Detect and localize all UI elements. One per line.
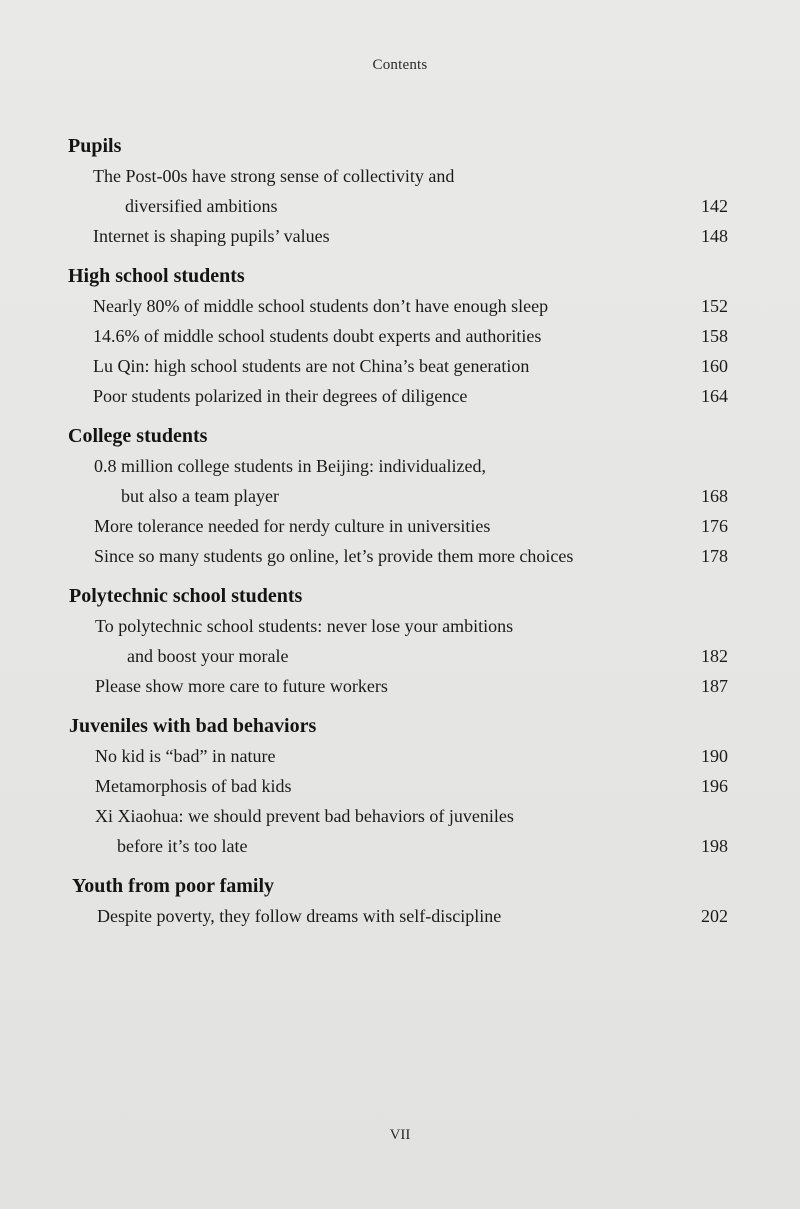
- table-of-contents: [0, 131, 800, 941]
- section-title: High school students: [68, 265, 245, 287]
- entry-page-number: 142: [701, 196, 728, 216]
- entry-page-number: 160: [701, 356, 728, 376]
- entry-page-number: 190: [701, 746, 728, 766]
- entry-page-number: 168: [701, 486, 728, 506]
- toc-entry[interactable]: [0, 511, 800, 541]
- toc-entry[interactable]: [0, 221, 800, 251]
- toc-entry[interactable]: [0, 161, 800, 221]
- entry-title-continued: and boost your morale: [127, 646, 289, 666]
- entry-page-number: 158: [701, 326, 728, 346]
- entry-title-continued: diversified ambitions: [125, 196, 278, 216]
- entry-title: No kid is “bad” in nature: [95, 746, 276, 766]
- toc-entry[interactable]: [0, 741, 800, 771]
- toc-entry[interactable]: [0, 291, 800, 321]
- entry-title: Please show more care to future workers: [95, 676, 388, 696]
- entry-title: Metamorphosis of bad kids: [95, 776, 292, 796]
- toc-section: [0, 711, 800, 861]
- entry-page-number: 198: [701, 836, 728, 856]
- toc-entry[interactable]: [0, 351, 800, 381]
- entry-page-number: 182: [701, 646, 728, 666]
- entry-title: More tolerance needed for nerdy culture in universities: [94, 516, 491, 536]
- entry-page-number: 176: [701, 516, 728, 536]
- toc-entry[interactable]: [0, 321, 800, 351]
- entry-title: Since so many students go online, let’s provide them more choices: [94, 546, 574, 566]
- section-title: College students: [68, 425, 208, 447]
- entry-page-number: 148: [701, 226, 728, 246]
- toc-section: [0, 871, 800, 931]
- entry-page-number: 202: [701, 906, 728, 926]
- section-title: Youth from poor family: [72, 875, 275, 897]
- toc-section: [0, 581, 800, 701]
- entry-title: Poor students polarized in their degrees of diligence: [93, 386, 468, 406]
- entry-title-continued: but also a team player: [121, 486, 279, 506]
- toc-entry[interactable]: [0, 771, 800, 801]
- section-title: Pupils: [68, 135, 122, 157]
- entry-page-number: 178: [701, 546, 728, 566]
- entry-title-continued: before it’s too late: [117, 836, 248, 856]
- entry-title: Xi Xiaohua: we should prevent bad behaviors of juveniles: [95, 806, 514, 826]
- toc-entry[interactable]: [0, 451, 800, 511]
- toc-entry[interactable]: [0, 611, 800, 671]
- section-title: Polytechnic school students: [69, 585, 303, 607]
- page-folio: VII: [389, 1127, 411, 1143]
- toc-entry[interactable]: [0, 801, 800, 861]
- entry-page-number: 187: [701, 676, 728, 696]
- entry-page-number: 164: [701, 386, 728, 406]
- entry-title: To polytechnic school students: never lose your ambitions: [95, 616, 514, 636]
- toc-entry[interactable]: [0, 381, 800, 411]
- entry-title: Despite poverty, they follow dreams with self-discipline: [97, 906, 502, 926]
- entry-title: The Post-00s have strong sense of collectivity and: [93, 166, 455, 186]
- toc-entry[interactable]: [0, 671, 800, 701]
- section-title: Juveniles with bad behaviors: [69, 715, 317, 737]
- toc-entry[interactable]: [0, 541, 800, 571]
- entry-title: Nearly 80% of middle school students don’t have enough sleep: [93, 296, 549, 316]
- entry-page-number: 196: [701, 776, 728, 796]
- toc-section: [0, 261, 800, 411]
- toc-entry[interactable]: [0, 901, 800, 931]
- entry-title: 0.8 million college students in Beijing: individualized,: [94, 456, 486, 476]
- toc-section: [0, 131, 800, 251]
- entry-page-number: 152: [701, 296, 728, 316]
- entry-title: 14.6% of middle school students doubt experts and authorities: [93, 326, 542, 346]
- running-head: Contents: [372, 57, 428, 73]
- toc-section: [0, 421, 800, 571]
- entry-title: Internet is shaping pupils’ values: [93, 226, 330, 246]
- entry-title: Lu Qin: high school students are not China’s beat generation: [93, 356, 530, 376]
